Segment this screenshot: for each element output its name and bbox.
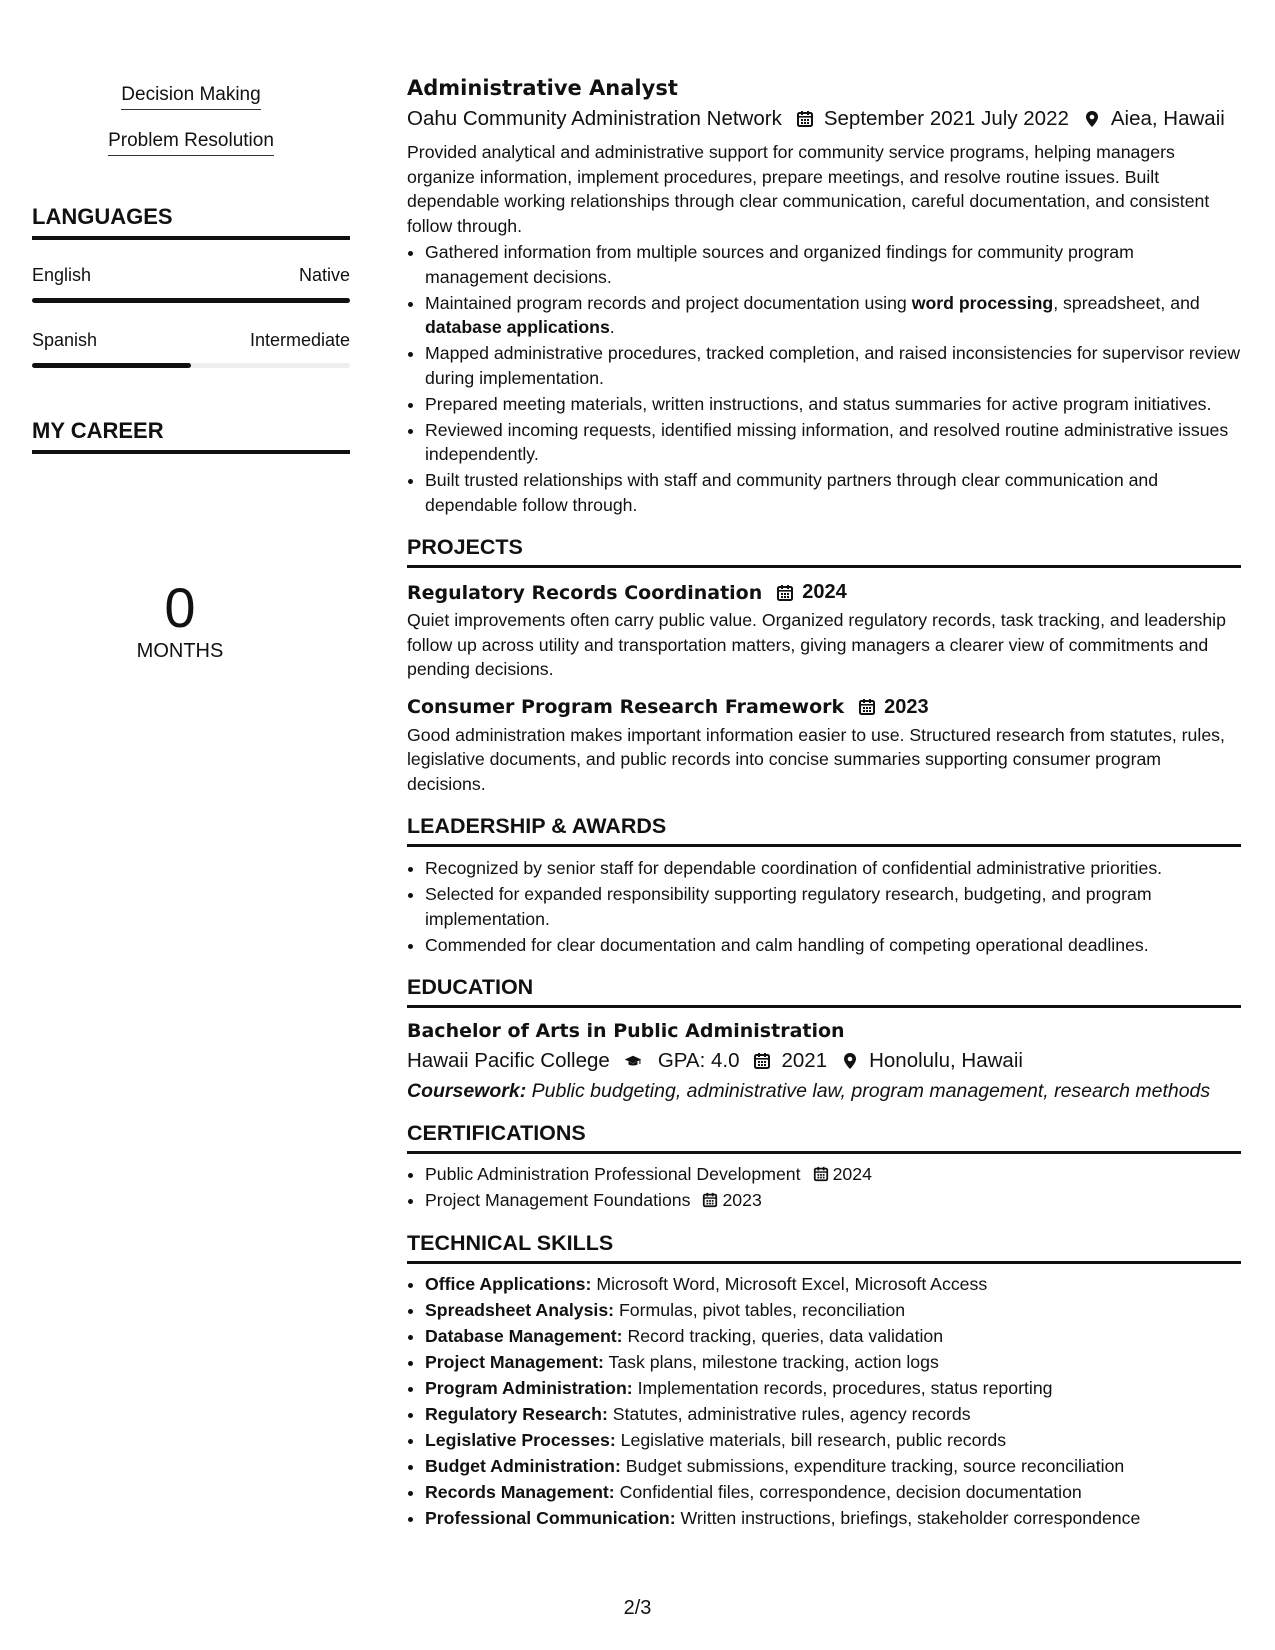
list-item [425,1324,1241,1349]
bullet-text: Maintained program records and project documentation using [425,292,912,313]
location-pin-icon [1083,110,1101,128]
skill-value: Microsoft Word, Microsoft Excel, Microsoft Access [596,1273,988,1294]
calendar-icon [796,110,814,128]
skill-label: Project Management: [425,1351,604,1372]
list-item: • Mapped administrative procedures, tracked completion, and raised inconsistencies for supervisor review during implementation. [425,341,1241,390]
bullet-text: , spreadsheet, and [1053,292,1200,313]
language-row [32,330,350,351]
certification-name: • Project Management Foundations [425,1190,691,1210]
skill-label: Legislative Processes: [425,1429,616,1450]
language-name: Spanish [32,330,98,350]
school-location: Honolulu, Hawaii [869,1049,1023,1072]
skill-value: Task plans, milestone tracking, action logs [608,1351,939,1372]
gpa: GPA: 4.0 [657,1049,740,1072]
certification-line [425,1188,1241,1213]
graduation-cap-icon [624,1052,648,1070]
list-item: • Commended for clear documentation and calm handling of competing operational deadlines. [425,933,1241,958]
list-item [425,1506,1241,1531]
list-item: • Gathered information from multiple sources and organized findings for community program management decisions. [425,240,1241,289]
technical-skills-list [407,1272,1241,1531]
list-item [425,1454,1241,1479]
job-meta [407,107,1241,131]
skill-label: Spreadsheet Analysis: [425,1299,615,1320]
list-item [425,1162,1241,1187]
skill-label: Regulatory Research: [425,1403,608,1424]
bullet-emphasis: database applications [425,317,610,337]
project-year: 2024 [802,581,847,603]
language-proficiency-bar [32,298,350,303]
language-row [32,265,350,286]
graduation-year: 2021 [781,1049,828,1072]
location-pin-icon [841,1052,859,1070]
list-item [425,1298,1241,1323]
project-year: 2023 [884,695,929,718]
list-item [425,291,1241,340]
job-dates: September 2021 July 2022 [823,107,1069,130]
language-proficiency-fill [32,298,350,303]
main-content [407,76,1241,1532]
skills-list [32,84,350,156]
skill-label: Records Management: [425,1481,615,1502]
career-unit: MONTHS [136,640,224,662]
skill-value: Confidential files, correspondence, decision documentation [619,1481,1082,1502]
calendar-icon [702,1192,718,1208]
career-section [32,418,350,663]
calendar-icon [858,698,876,716]
skill-item[interactable]: Decision Making [121,84,260,110]
list-item [425,1428,1241,1453]
list-item [425,1376,1241,1401]
project-item [407,581,1241,682]
certification-year: 2023 [722,1190,762,1210]
project-name: Regulatory Records Coordination [407,581,763,604]
list-item: • Recognized by senior staff for dependable coordination of confidential administrative priorities. [425,856,1241,881]
bullet-emphasis: word processing [911,292,1054,313]
list-item [425,1272,1241,1297]
skill-value: Legislative materials, bill research, public records [620,1429,1007,1450]
certification-name: • Public Administration Professional Development [425,1164,801,1184]
list-item [425,1350,1241,1375]
project-item [407,696,1241,797]
page-number: 2/3 [623,1597,652,1619]
skill-item[interactable]: Problem Resolution [108,130,274,156]
skill-value: Statutes, administrative rules, agency records [612,1403,971,1424]
project-description: Good administration makes important information easier to use. Structured research from statutes, rules, legislative documents, and public records into concise summaries supporting consumer program decisions. [407,724,1225,794]
language-level: Intermediate [249,330,350,350]
languages-heading: LANGUAGES [32,204,350,240]
certifications-heading: CERTIFICATIONS [407,1121,1241,1154]
calendar-icon [776,584,794,602]
job-location: Aiea, Hawaii [1110,107,1225,130]
languages-section [32,204,350,368]
bullet-text: . [609,317,615,337]
language-proficiency-fill [32,363,191,368]
list-item [425,1480,1241,1505]
school-name: Hawaii Pacific College [407,1049,610,1072]
project-title-row [407,581,1241,604]
coursework-label: Coursework: [407,1080,527,1102]
certification-year: 2024 [832,1164,872,1184]
career-value: 0 [164,576,196,639]
skill-label: Office Applications: [425,1273,592,1294]
language-proficiency-bar [32,363,350,368]
list-item: • Built trusted relationships with staff and community partners through clear communication and dependable follow through. [425,468,1241,517]
list-item: • Prepared meeting materials, written instructions, and status summaries for active program initiatives. [425,392,1241,417]
list-item [425,1402,1241,1427]
list-item [425,1188,1241,1213]
skill-label: Database Management: [425,1325,623,1346]
calendar-icon [813,1166,829,1182]
coursework [407,1080,1241,1103]
skill-value: Implementation records, procedures, status reporting [637,1377,1053,1398]
language-name: English [32,265,92,285]
skill-value: Formulas, pivot tables, reconciliation [619,1299,906,1320]
coursework-list: Public budgeting, administrative law, program management, research methods [531,1080,1211,1102]
project-title-row [407,696,1241,719]
projects-heading: PROJECTS [407,535,1241,568]
education-heading: EDUCATION [407,975,1241,1008]
job-bullets [407,240,1241,517]
calendar-icon [753,1052,771,1070]
skill-label: Professional Communication: [425,1507,676,1528]
skill-label: Budget Administration: [425,1455,621,1476]
certification-line [425,1162,1241,1187]
leadership-list [407,856,1241,957]
leadership-heading: LEADERSHIP & AWARDS [407,814,1241,847]
education-meta [407,1049,1241,1073]
list-item: • Reviewed incoming requests, identified missing information, and resolved routine administrative issues independently. [425,418,1241,467]
degree-title: Bachelor of Arts in Public Administration [407,1020,845,1042]
certifications-list [407,1162,1241,1213]
job-summary: Provided analytical and administrative support for community service programs, helping managers organize information, implement procedures, prepare meetings, and resolve routine issues. Built dependable working relationships through clear communication, careful documentation, and consistent follow through. [407,142,1210,236]
language-level: Native [298,265,350,285]
technical-skills-heading: TECHNICAL SKILLS [407,1231,1241,1264]
list-item: • Selected for expanded responsibility supporting regulatory research, budgeting, and program implementation. [425,882,1241,931]
job-organization: Oahu Community Administration Network [407,107,782,130]
skill-value: Record tracking, queries, data validation [627,1325,944,1346]
career-heading: MY CAREER [32,418,350,454]
skill-value: Budget submissions, expenditure tracking, source reconciliation [625,1455,1125,1476]
skill-value: Written instructions, briefings, stakeholder correspondence [680,1507,1141,1528]
project-description: Quiet improvements often carry public value. Organized regulatory records, task tracking, and leadership follow up across utility and transportation matters, giving managers a clearer view of commitments and pending decisions. [407,610,1226,679]
sidebar [32,84,350,663]
job-title: Administrative Analyst [407,76,678,100]
skill-label: Program Administration: [425,1377,633,1398]
project-name: Consumer Program Research Framework [407,696,845,718]
